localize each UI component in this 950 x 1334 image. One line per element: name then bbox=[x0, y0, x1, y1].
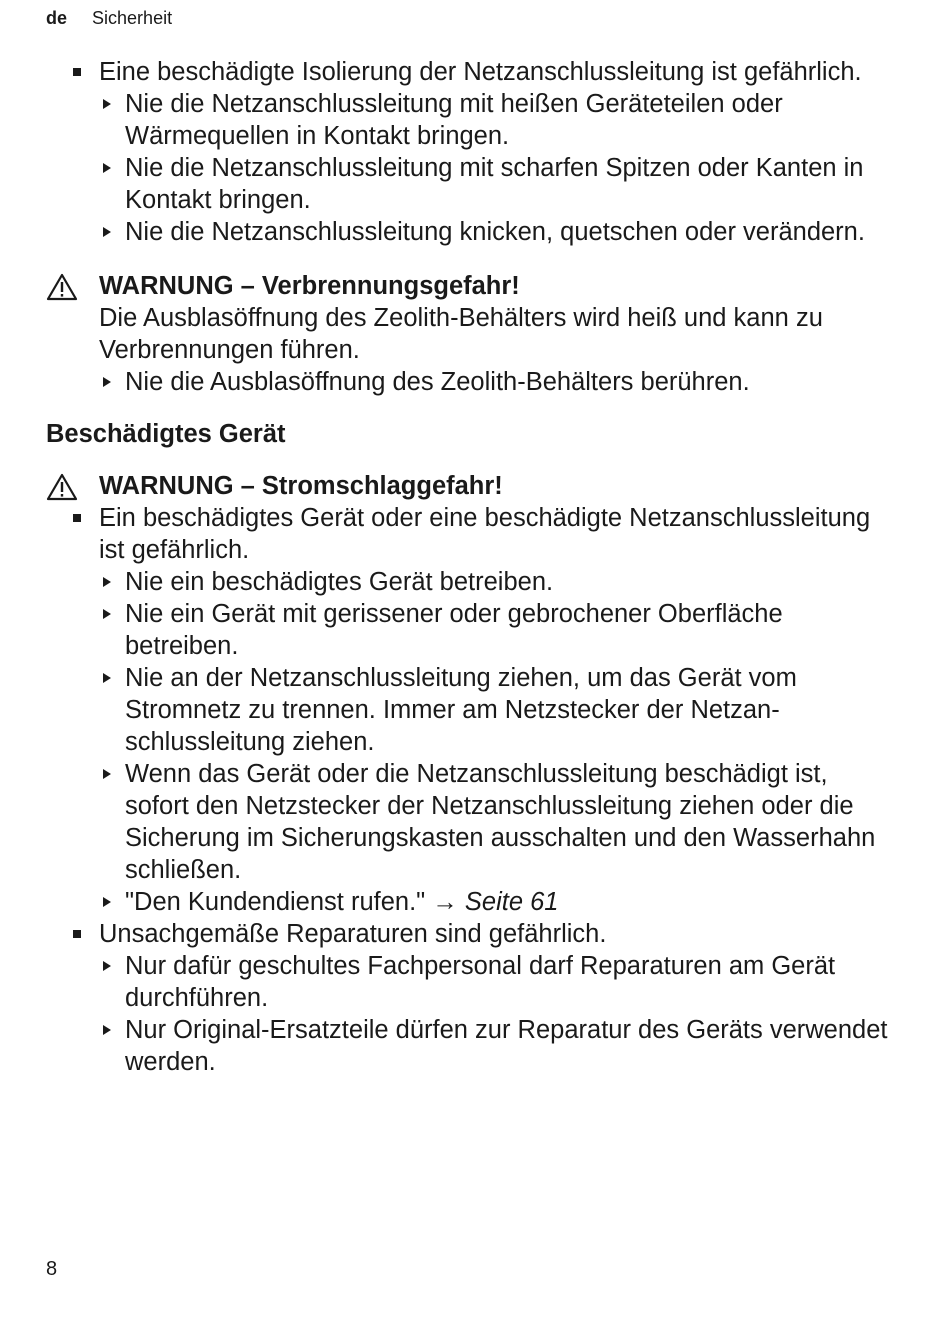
bullet-text: Eine beschädigte Isolierung der Netzanschlussleitung ist gefährlich. bbox=[99, 58, 862, 86]
warning-text: Die Ausblasöffnung des Zeolith-Behälters wird heiß und kann zu Verbrennungen führen. bbox=[99, 304, 823, 364]
step-text: Nie die Ausblasöffnung des Zeolith-Behälters berühren. bbox=[125, 368, 750, 396]
step-text: Nie an der Netzanschlussleitung ziehen, um das Gerät vom Stromnetz zu trennen. Immer am Netzstecker der Netzanschlussleitung ziehen. bbox=[125, 664, 797, 756]
header-section-title: Sicherheit bbox=[92, 8, 173, 28]
language-code: de bbox=[46, 8, 68, 28]
triangle-bullet-icon bbox=[103, 377, 111, 387]
bullet-item bbox=[46, 56, 896, 88]
square-bullet-icon bbox=[73, 514, 81, 522]
warning-burn bbox=[46, 270, 896, 366]
instruction-step bbox=[46, 950, 896, 1014]
triangle-bullet-icon bbox=[103, 961, 111, 971]
bullet-text: Unsachgemäße Reparaturen sind gefährlich. bbox=[99, 920, 607, 948]
bullet-item bbox=[46, 502, 896, 566]
cross-reference-arrow-icon: → bbox=[432, 888, 458, 916]
bullet-text: Ein beschädigtes Gerät oder eine beschädigte Netzanschlussleitung ist gefährlich. bbox=[99, 504, 871, 564]
step-text: "Den Kundendienst rufen." bbox=[125, 888, 426, 916]
bullet-item bbox=[46, 918, 896, 950]
step-text: Nie die Netzanschlussleitung mit scharfen Spitzen oder Kanten in Kontakt bringen. bbox=[125, 154, 864, 214]
step-text: Nie ein beschädigtes Gerät betreiben. bbox=[125, 568, 554, 596]
step-text: Nur dafür geschultes Fachpersonal darf Reparaturen am Gerät durchführen. bbox=[125, 952, 836, 1012]
triangle-bullet-icon bbox=[103, 609, 111, 619]
step-text: Nie die Netzanschlussleitung mit heißen Geräteteilen oder Wärmequellen in Kontakt bringen. bbox=[125, 90, 783, 150]
triangle-bullet-icon bbox=[103, 769, 111, 779]
instruction-step bbox=[46, 758, 896, 886]
triangle-bullet-icon bbox=[103, 99, 111, 109]
running-header bbox=[46, 8, 172, 29]
warning-electric-shock bbox=[46, 470, 896, 502]
square-bullet-icon bbox=[73, 930, 81, 938]
triangle-bullet-icon bbox=[103, 897, 111, 907]
step-text: Nie die Netzanschlussleitung knicken, quetschen oder verändern. bbox=[125, 218, 865, 246]
instruction-step bbox=[46, 366, 896, 398]
instruction-step bbox=[46, 152, 896, 216]
instruction-step bbox=[46, 88, 896, 152]
triangle-bullet-icon bbox=[103, 577, 111, 587]
instruction-step bbox=[46, 886, 896, 918]
page-content bbox=[46, 56, 896, 1078]
instruction-step bbox=[46, 566, 896, 598]
instruction-step bbox=[46, 1014, 896, 1078]
section-heading: Beschädigtes Gerät bbox=[46, 420, 286, 448]
triangle-bullet-icon bbox=[103, 673, 111, 683]
triangle-bullet-icon bbox=[103, 163, 111, 173]
page-number: 8 bbox=[46, 1258, 58, 1280]
warning-triangle-icon bbox=[46, 273, 78, 301]
page-reference-link[interactable]: Seite 61 bbox=[464, 888, 559, 916]
instruction-step bbox=[46, 216, 896, 248]
step-text: Nur Original-Ersatzteile dürfen zur Reparatur des Geräts verwendet werden. bbox=[125, 1016, 888, 1076]
square-bullet-icon bbox=[73, 68, 81, 76]
warning-title: WARNUNG – Verbrennungsgefahr! bbox=[99, 272, 520, 300]
triangle-bullet-icon bbox=[103, 1025, 111, 1035]
instruction-step bbox=[46, 598, 896, 662]
triangle-bullet-icon bbox=[103, 227, 111, 237]
warning-title: WARNUNG – Stromschlaggefahr! bbox=[99, 472, 503, 500]
instruction-step bbox=[46, 662, 896, 758]
step-text: Wenn das Gerät oder die Netzanschlussleitung beschädigt ist, sofort den Netzstecker der Netzanschlussleitung ziehen oder die Sicherung im Sicherungskasten ausschalten und den Wasserhahn schließen. bbox=[125, 760, 876, 884]
step-text: Nie ein Gerät mit gerissener oder gebrochener Oberfläche betreiben. bbox=[125, 600, 783, 660]
warning-triangle-icon bbox=[46, 473, 78, 501]
